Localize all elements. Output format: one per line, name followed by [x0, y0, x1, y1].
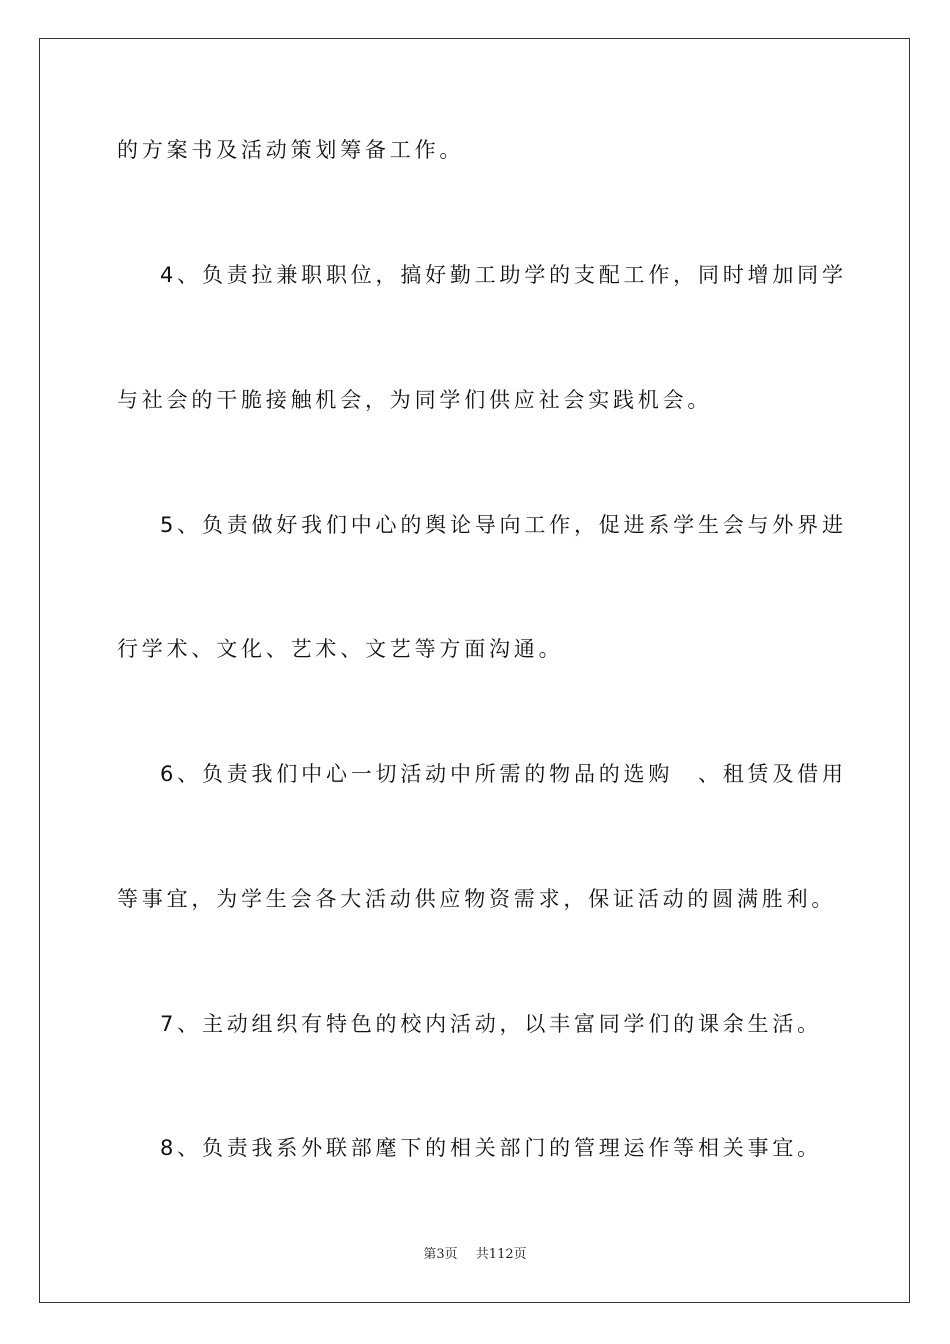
item-5-line-1: 5、负责做好我们中心的舆论导向工作，促进系学生会与外界进 [160, 513, 847, 537]
total-pages: 共112页 [475, 1247, 527, 1262]
page-footer [0, 1243, 950, 1262]
item-6-line-2: 等事宜，为学生会各大活动供应物资需求，保证活动的圆满胜利。 [117, 887, 837, 911]
page-border [39, 38, 910, 1303]
page-number: 第3页 [423, 1247, 458, 1262]
item-5-line-2: 行学术、文化、艺术、文艺等方面沟通。 [117, 637, 564, 661]
item-6-line-1: 6、负责我们中心一切活动中所需的物品的选购 、租赁及借用 [160, 762, 847, 786]
item-4-line-1: 4、负责拉兼职职位，搞好勤工助学的支配工作，同时增加同学 [160, 263, 847, 287]
item-7-line-1: 7、主动组织有特色的校内活动，以丰富同学们的课余生活。 [160, 1012, 822, 1036]
item-4-line-2: 与社会的干脆接触机会，为同学们供应社会实践机会。 [117, 388, 713, 412]
item-8-line-1: 8、负责我系外联部麾下的相关部门的管理运作等相关事宜。 [160, 1136, 822, 1160]
paragraph-3-continuation: 的方案书及活动策划筹备工作。 [117, 138, 465, 162]
